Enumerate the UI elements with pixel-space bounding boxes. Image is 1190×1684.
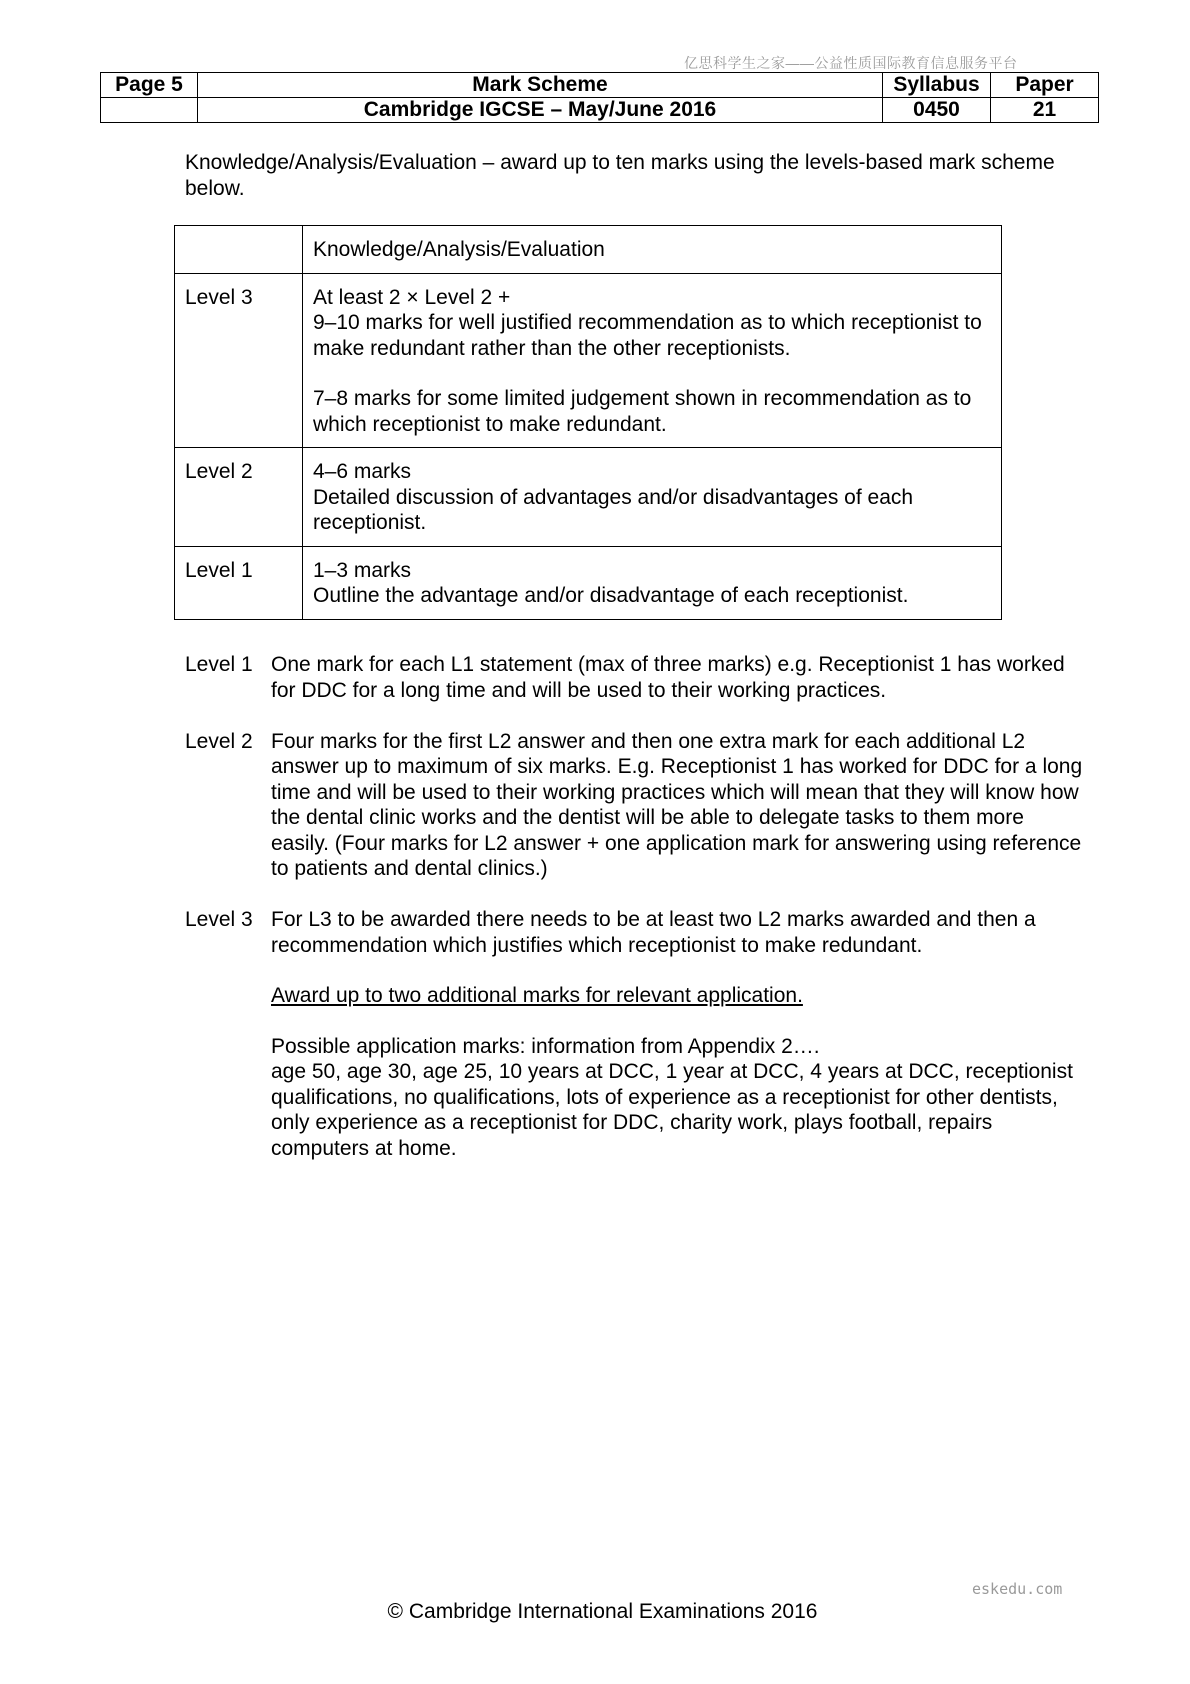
copyright-text: © Cambridge International Examinations 2016: [387, 1600, 818, 1623]
note-label: Level 1: [185, 653, 253, 676]
level-description: [303, 546, 1002, 619]
note-text: For L3 to be awarded there needs to be at least two L2 marks awarded and then a recommendation which justifies which receptionist to make redundant.: [271, 908, 1036, 957]
possible-marks-title: Possible application marks: information from Appendix 2….: [271, 1034, 820, 1058]
level-line: 4–6 marks: [313, 460, 412, 483]
level-line: 9–10 marks for well justified recommendation as to which receptionist to make redundant rather than the other receptionists.: [313, 311, 982, 360]
intro-text: Knowledge/Analysis/Evaluation – award up to ten marks using the levels-based mark scheme below.: [185, 151, 1055, 200]
level-label: Level 1: [175, 546, 303, 619]
possible-marks-text: age 50, age 30, age 25, 10 years at DCC, 1 year at DCC, 4 years at DCC, receptionist qualifications, no qualifications, lots of experience as a receptionist for other dentists, only experience as a receptionist for DDC, charity work, plays football, repairs computers at home.: [271, 1060, 1073, 1160]
level-line: At least 2 × Level 2 +: [313, 285, 511, 309]
table-corner-cell: [175, 226, 303, 274]
level-description: [303, 273, 1002, 448]
header-table: [100, 72, 1099, 123]
syllabus-code: 0450: [883, 98, 991, 123]
note-item: [185, 729, 1085, 882]
document-title: Mark Scheme: [198, 73, 883, 98]
level-line: Outline the advantage and/or disadvantage of each receptionist.: [313, 584, 909, 607]
page-number: Page 5: [101, 73, 198, 98]
note-item: [185, 652, 1085, 703]
paper-number: 21: [991, 98, 1099, 123]
table-row: [175, 546, 1002, 619]
note-label: Level 2: [185, 729, 253, 753]
watermark-bottom: eskedu.com: [972, 1580, 1063, 1598]
level-line: Detailed discussion of advantages and/or disadvantages of each receptionist.: [313, 485, 914, 534]
note-label: Level 3: [185, 908, 253, 931]
note-text: One mark for each L1 statement (max of three marks) e.g. Receptionist 1 has worked for DDC for a long time and will be used to their working practices.: [271, 653, 1065, 702]
table-row: [175, 448, 1002, 547]
level-notes: [185, 652, 1085, 1187]
level-line: 1–3 marks: [313, 558, 412, 582]
note-text-block: [271, 907, 1085, 1161]
level-label: Level 2: [175, 448, 303, 547]
levels-table: [174, 225, 1002, 620]
syllabus-label: Syllabus: [883, 73, 991, 98]
table-header-row: [175, 226, 1002, 274]
note-item: [185, 907, 1085, 1161]
table-row: [175, 273, 1002, 448]
level-line: 7–8 marks for some limited judgement shown in recommendation as to which receptionist to make redundant.: [313, 387, 972, 436]
exam-title: Cambridge IGCSE – May/June 2016: [198, 98, 883, 123]
award-note: Award up to two additional marks for relevant application.: [271, 984, 803, 1007]
watermark-top: 亿思科学生之家——公益性质国际教育信息服务平台: [684, 55, 1018, 71]
level-description: [303, 448, 1002, 547]
level-label: Level 3: [175, 273, 303, 448]
table-heading: Knowledge/Analysis/Evaluation: [303, 226, 1002, 274]
footer: [0, 1600, 1190, 1624]
paper-label: Paper: [991, 73, 1099, 98]
header-empty-cell: [101, 98, 198, 123]
note-text: Four marks for the first L2 answer and then one extra mark for each additional L2 answer up to maximum of six marks. E.g. Receptionist 1 has worked for DDC for a long time and will be used to their working practices which will mean that they will know how the dental clinic works and the dentist will be able to delegate tasks to them more easily. (Four marks for L2 answer + one application mark for answering using reference to patients and dental clinics.): [271, 729, 1083, 880]
